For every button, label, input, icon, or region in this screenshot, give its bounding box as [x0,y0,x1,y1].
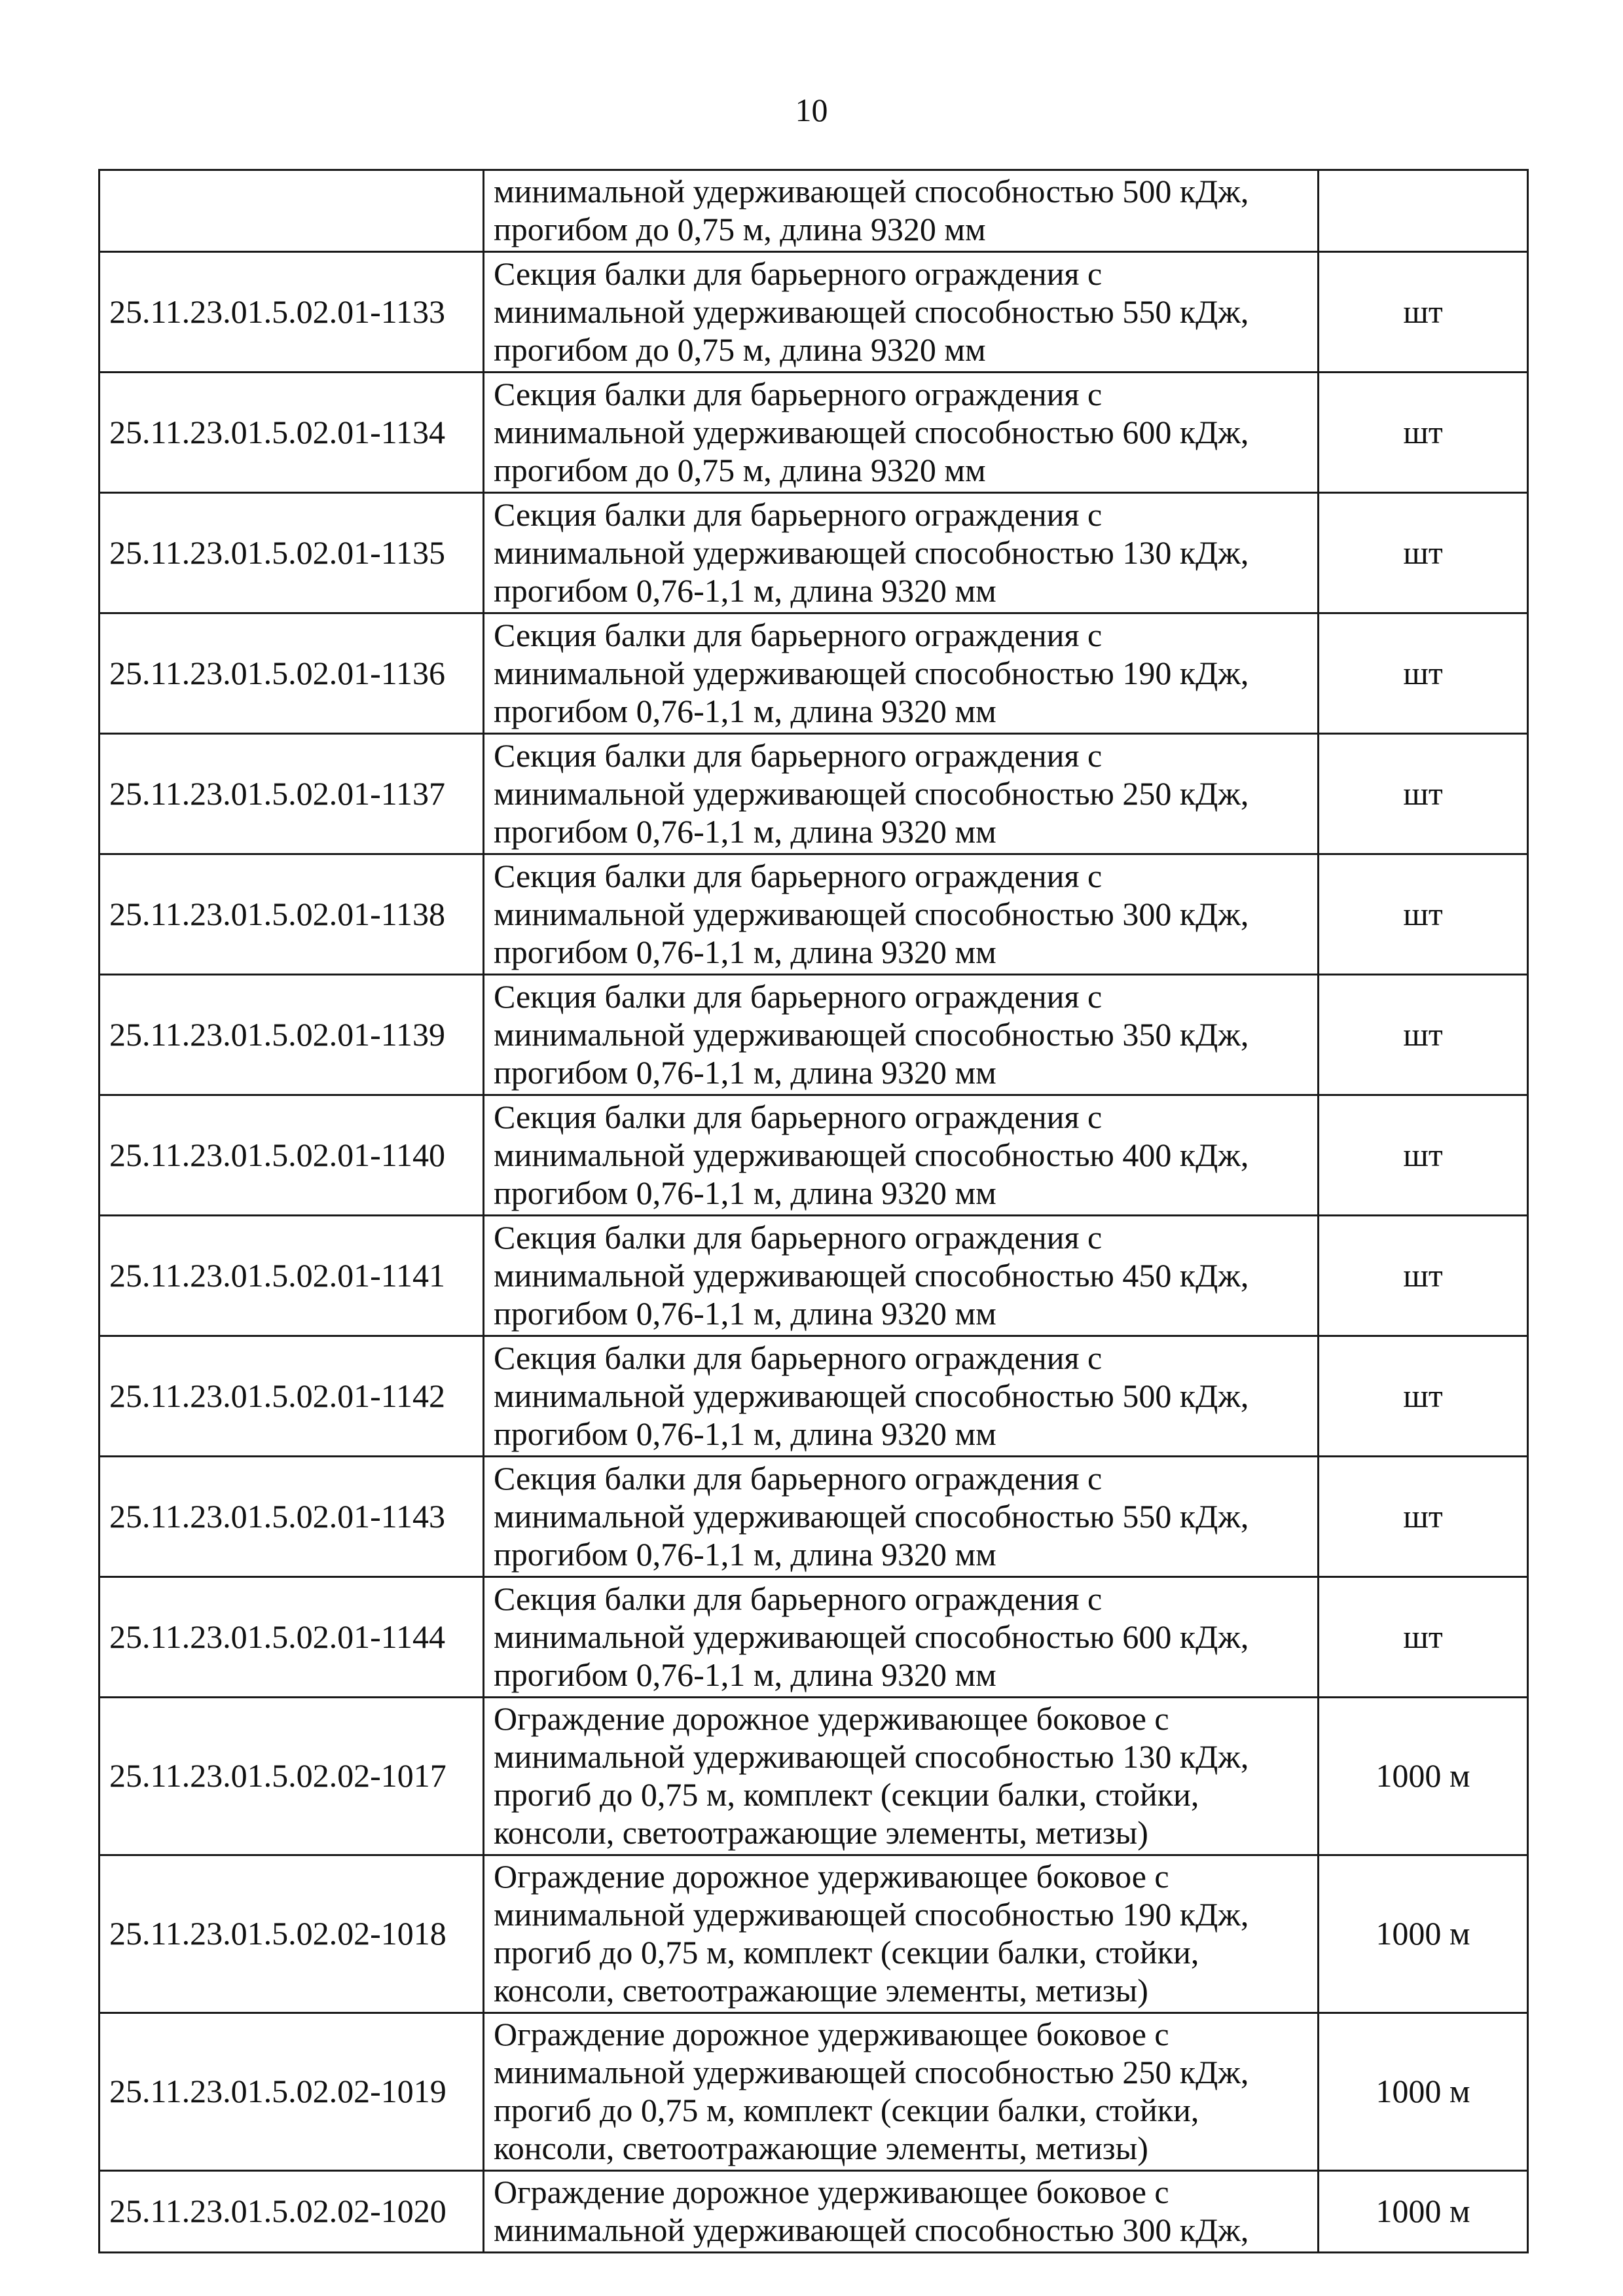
resource-name-line: Секция балки для барьерного ограждения с [494,616,1103,653]
table-row [100,1577,1528,1698]
resource-name-cell [484,1855,1319,2013]
resource-name-line: прогибом 0,76-1,1 м, длина 9320 мм [494,812,996,850]
resource-code-cell [100,170,484,252]
table-row [100,252,1528,373]
table-body [100,170,1528,2253]
resource-name-line: Секция балки для барьерного ограждения с [494,375,1103,412]
unit-cell: шт [1319,975,1528,1095]
resource-name-line: минимальной удерживающей способностью 300 кДж, [494,895,1249,932]
resource-name-line: минимальной удерживающей способностью 350 кДж, [494,1015,1249,1053]
table-row [100,1698,1528,1855]
resource-name-line: консоли, светоотражающие элементы, метизы) [494,1814,1148,1851]
resource-name-cell [484,252,1319,373]
resource-name-line: минимальной удерживающей способностью 600 кДж, [494,413,1249,450]
table-row [100,1216,1528,1336]
resource-code-cell: 25.11.23.01.5.02.01-1138 [100,854,484,975]
resource-name-line: Секция балки для барьерного ограждения с [494,1580,1103,1617]
table-row [100,1457,1528,1577]
resource-name-line: прогибом 0,76-1,1 м, длина 9320 мм [494,1174,996,1211]
unit-cell: шт [1319,252,1528,373]
resource-name-cell [484,2171,1319,2253]
resource-name-line: Ограждение дорожное удерживающее боковое с [494,2174,1169,2210]
resource-code-cell: 25.11.23.01.5.02.01-1142 [100,1336,484,1457]
table-row [100,1855,1528,2013]
resource-code-cell: 25.11.23.01.5.02.01-1140 [100,1095,484,1216]
unit-cell: шт [1319,493,1528,613]
unit-cell: шт [1319,1336,1528,1457]
resource-code-cell: 25.11.23.01.5.02.01-1141 [100,1216,484,1336]
table-row [100,975,1528,1095]
table-row [100,2171,1528,2253]
resource-name-line: минимальной удерживающей способностью 190 кДж, [494,654,1249,691]
resource-name-line: Секция балки для барьерного ограждения с [494,737,1103,774]
resource-table [98,169,1529,2253]
resource-name-line: Секция балки для барьерного ограждения с [494,857,1103,894]
resource-code-cell: 25.11.23.01.5.02.02-1017 [100,1698,484,1855]
resource-name-line: прогибом 0,76-1,1 м, длина 9320 мм [494,1656,996,1693]
unit-cell: шт [1319,854,1528,975]
resource-code-cell: 25.11.23.01.5.02.01-1143 [100,1457,484,1577]
resource-name-line: Секция балки для барьерного ограждения с [494,1098,1103,1135]
resource-name-line: минимальной удерживающей способностью 250 кДж, [494,2054,1249,2090]
table-row [100,1336,1528,1457]
resource-name-line: прогибом до 0,75 м, длина 9320 мм [494,211,986,247]
unit-cell: шт [1319,734,1528,854]
resource-name-line: минимальной удерживающей способностью 190 кДж, [494,1896,1249,1933]
table-row [100,373,1528,493]
resource-code-cell: 25.11.23.01.5.02.01-1134 [100,373,484,493]
resource-name-cell [484,1577,1319,1698]
unit-cell: шт [1319,373,1528,493]
resource-name-line: Секция балки для барьерного ограждения с [494,1218,1103,1256]
resource-name-line: прогибом 0,76-1,1 м, длина 9320 мм [494,933,996,970]
page-number: 10 [795,92,828,128]
resource-name-cell [484,170,1319,252]
resource-name-line: минимальной удерживающей способностью 250 кДж, [494,774,1249,812]
resource-name-line: минимальной удерживающей способностью 450 кДж, [494,1256,1249,1294]
table-row [100,493,1528,613]
resource-name-line: прогиб до 0,75 м, комплект (секции балки, стойки, [494,2092,1199,2128]
table-row [100,854,1528,975]
resource-name-line: минимальной удерживающей способностью 550 кДж, [494,293,1249,330]
resource-name-line: прогиб до 0,75 м, комплект (секции балки, стойки, [494,1776,1199,1813]
resource-name-line: Секция балки для барьерного ограждения с [494,255,1103,292]
resource-name-line: прогибом 0,76-1,1 м, длина 9320 мм [494,1415,996,1452]
resource-name-line: прогибом 0,76-1,1 м, длина 9320 мм [494,1535,996,1573]
resource-name-line: прогибом 0,76-1,1 м, длина 9320 мм [494,1053,996,1091]
table-row [100,170,1528,252]
resource-name-line: прогибом до 0,75 м, длина 9320 мм [494,451,986,488]
resource-code-cell: 25.11.23.01.5.02.01-1135 [100,493,484,613]
resource-code-cell: 25.11.23.01.5.02.01-1136 [100,613,484,734]
resource-name-cell [484,975,1319,1095]
resource-name-line: минимальной удерживающей способностью 550 кДж, [494,1497,1249,1535]
resource-code-cell: 25.11.23.01.5.02.01-1139 [100,975,484,1095]
table-row [100,1095,1528,1216]
resource-name-line: консоли, светоотражающие элементы, метизы) [494,1972,1148,2009]
resource-code-cell: 25.11.23.01.5.02.01-1144 [100,1577,484,1698]
resource-name-cell [484,613,1319,734]
resource-name-line: прогибом 0,76-1,1 м, длина 9320 мм [494,1294,996,1332]
unit-cell [1319,170,1528,252]
resource-name-line: Секция балки для барьерного ограждения с [494,496,1103,533]
resource-name-line: прогибом 0,76-1,1 м, длина 9320 мм [494,692,996,729]
resource-name-line: минимальной удерживающей способностью 400 кДж, [494,1136,1249,1173]
resource-name-line: Секция балки для барьерного ограждения с [494,977,1103,1015]
resource-name-line: Секция балки для барьерного ограждения с [494,1339,1103,1376]
resource-name-cell [484,373,1319,493]
resource-name-cell [484,854,1319,975]
resource-name-line: минимальной удерживающей способностью 300 кДж, [494,2212,1249,2248]
resource-name-line: консоли, светоотражающие элементы, метизы) [494,2130,1148,2166]
resource-code-cell: 25.11.23.01.5.02.01-1137 [100,734,484,854]
table-row [100,2013,1528,2171]
resource-name-line: прогибом 0,76-1,1 м, длина 9320 мм [494,572,996,609]
resource-name-cell [484,2013,1319,2171]
resource-name-line: минимальной удерживающей способностью 130 кДж, [494,1738,1249,1775]
resource-name-cell [484,493,1319,613]
resource-name-line: Ограждение дорожное удерживающее боковое с [494,1700,1169,1737]
resource-name-cell [484,1216,1319,1336]
unit-cell: шт [1319,1216,1528,1336]
resource-name-line: минимальной удерживающей способностью 500 кДж, [494,173,1249,210]
resource-name-cell [484,1336,1319,1457]
resource-name-line: минимальной удерживающей способностью 600 кДж, [494,1618,1249,1655]
unit-cell: 1000 м [1319,2013,1528,2171]
unit-cell: шт [1319,1095,1528,1216]
resource-name-line: Секция балки для барьерного ограждения с [494,1459,1103,1497]
resource-name-line: Ограждение дорожное удерживающее боковое с [494,2016,1169,2052]
resource-code-cell: 25.11.23.01.5.02.02-1019 [100,2013,484,2171]
table-row [100,613,1528,734]
resource-name-cell [484,734,1319,854]
unit-cell: 1000 м [1319,1855,1528,2013]
resource-name-cell [484,1095,1319,1216]
resource-name-line: прогибом до 0,75 м, длина 9320 мм [494,331,986,368]
resource-code-cell: 25.11.23.01.5.02.02-1020 [100,2171,484,2253]
resource-code-cell: 25.11.23.01.5.02.01-1133 [100,252,484,373]
unit-cell: 1000 м [1319,1698,1528,1855]
resource-name-line: минимальной удерживающей способностью 500 кДж, [494,1377,1249,1414]
unit-cell: 1000 м [1319,2171,1528,2253]
resource-name-line: прогиб до 0,75 м, комплект (секции балки, стойки, [494,1934,1199,1971]
unit-cell: шт [1319,1577,1528,1698]
resource-name-line: Ограждение дорожное удерживающее боковое с [494,1858,1169,1895]
resource-name-line: минимальной удерживающей способностью 130 кДж, [494,534,1249,571]
unit-cell: шт [1319,1457,1528,1577]
table-row [100,734,1528,854]
resource-name-cell [484,1698,1319,1855]
unit-cell: шт [1319,613,1528,734]
resource-name-cell [484,1457,1319,1577]
resource-code-cell: 25.11.23.01.5.02.02-1018 [100,1855,484,2013]
